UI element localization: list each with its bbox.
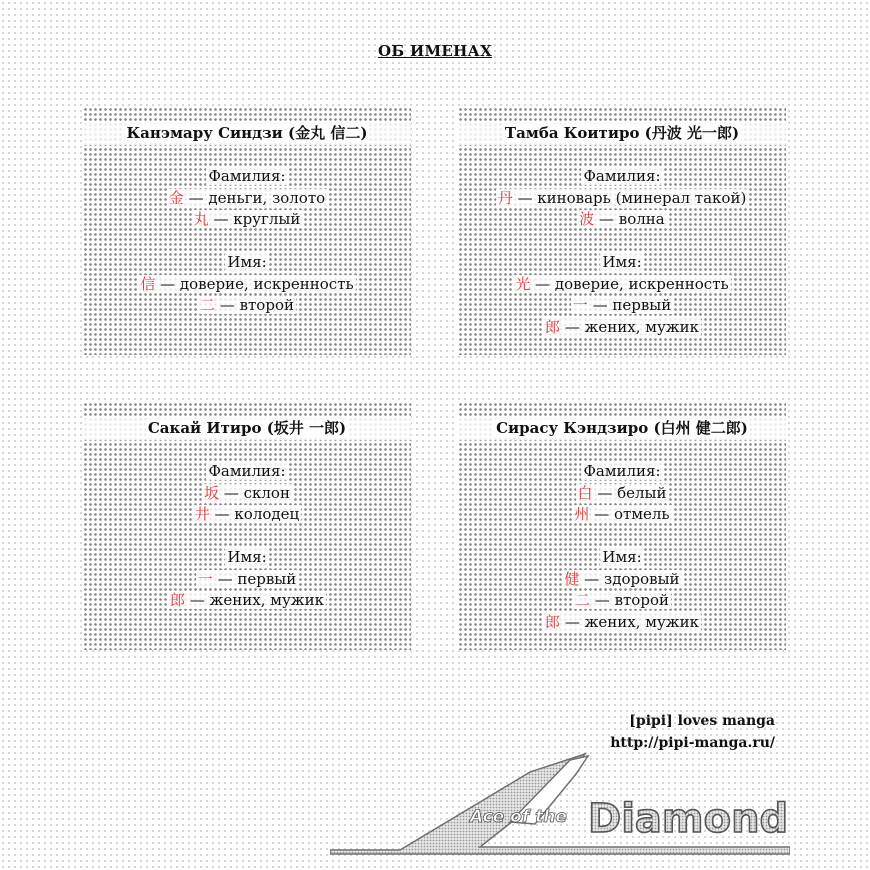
kanji-meaning: — доверие, искренность xyxy=(535,274,729,293)
kanji-char: 井 xyxy=(194,505,210,523)
kanji-meaning: — жених, мужик xyxy=(564,612,699,631)
kanji-meaning: — жених, мужик xyxy=(564,317,699,336)
kanji-char: 白 xyxy=(577,483,593,502)
kanji-char: 坂 xyxy=(204,483,220,502)
card-heading: Канэмару Синдзи (金丸 信二) xyxy=(126,124,368,142)
kanji-meaning: — колодец xyxy=(214,505,300,523)
page-title: ОБ ИМЕНАХ xyxy=(377,42,493,60)
logo-text-ace: Ace of the xyxy=(470,807,567,827)
kanji-char: 一 xyxy=(572,296,588,314)
kanji-meaning: — киноварь (минерал такой) xyxy=(517,188,747,207)
surname-label: Фамилия: xyxy=(583,167,661,185)
kanji-char: 二 xyxy=(575,591,591,609)
kanji-meaning: — отмель xyxy=(594,505,670,523)
surname-label: Фамилия: xyxy=(583,462,661,480)
card-heading: Сирасу Кэндзиро (白州 健二郎) xyxy=(496,419,748,437)
credit-line: [pipi] loves manga xyxy=(629,713,775,729)
surname-label: Фамилия: xyxy=(208,167,286,185)
kanji-meaning: — белый xyxy=(597,483,667,502)
kanji-char: 郎 xyxy=(170,591,186,609)
kanji-meaning: — здоровый xyxy=(584,569,680,588)
logo-text-diamond: Diamond xyxy=(588,796,789,842)
kanji-meaning: — доверие, искренность xyxy=(160,274,354,293)
given-name-label: Имя: xyxy=(227,548,267,566)
credit-url: http://pipi-manga.ru/ xyxy=(610,735,775,751)
given-name-label: Имя: xyxy=(602,253,642,271)
name-card-tamba xyxy=(458,107,786,355)
kanji-char: 波 xyxy=(579,210,595,228)
name-card-sakai xyxy=(83,402,411,650)
kanji-meaning: — первый xyxy=(217,569,297,588)
given-name-label: Имя: xyxy=(227,253,267,271)
kanji-char: 郎 xyxy=(545,317,561,336)
name-card-kanemaru xyxy=(83,107,411,355)
name-card-shirasu xyxy=(458,402,786,650)
kanji-meaning: — первый xyxy=(592,296,672,314)
kanji-char: 州 xyxy=(574,505,590,523)
kanji-char: 金 xyxy=(168,188,184,207)
kanji-meaning: — деньги, золото xyxy=(188,188,326,207)
kanji-meaning: — склон xyxy=(223,483,290,502)
kanji-char: 一 xyxy=(197,569,213,588)
card-heading: Сакай Итиро (坂井 一郎) xyxy=(147,419,347,437)
kanji-char: 光 xyxy=(515,274,531,293)
kanji-char: 健 xyxy=(564,569,580,588)
ace-of-the-diamond-logo xyxy=(330,752,790,857)
kanji-char: 丹 xyxy=(497,188,513,207)
surname-label: Фамилия: xyxy=(208,462,286,480)
kanji-meaning: — волна xyxy=(599,210,665,228)
kanji-char: 丸 xyxy=(193,210,209,228)
kanji-char: 郎 xyxy=(545,612,561,631)
kanji-meaning: — круглый xyxy=(213,210,301,228)
kanji-meaning: — жених, мужик xyxy=(189,591,324,609)
kanji-char: 信 xyxy=(140,274,156,293)
kanji-meaning: — второй xyxy=(594,591,669,609)
given-name-label: Имя: xyxy=(602,548,642,566)
kanji-char: 二 xyxy=(200,296,216,314)
card-heading: Тамба Коитиро (丹波 光一郎) xyxy=(504,124,740,142)
kanji-meaning: — второй xyxy=(219,296,294,314)
